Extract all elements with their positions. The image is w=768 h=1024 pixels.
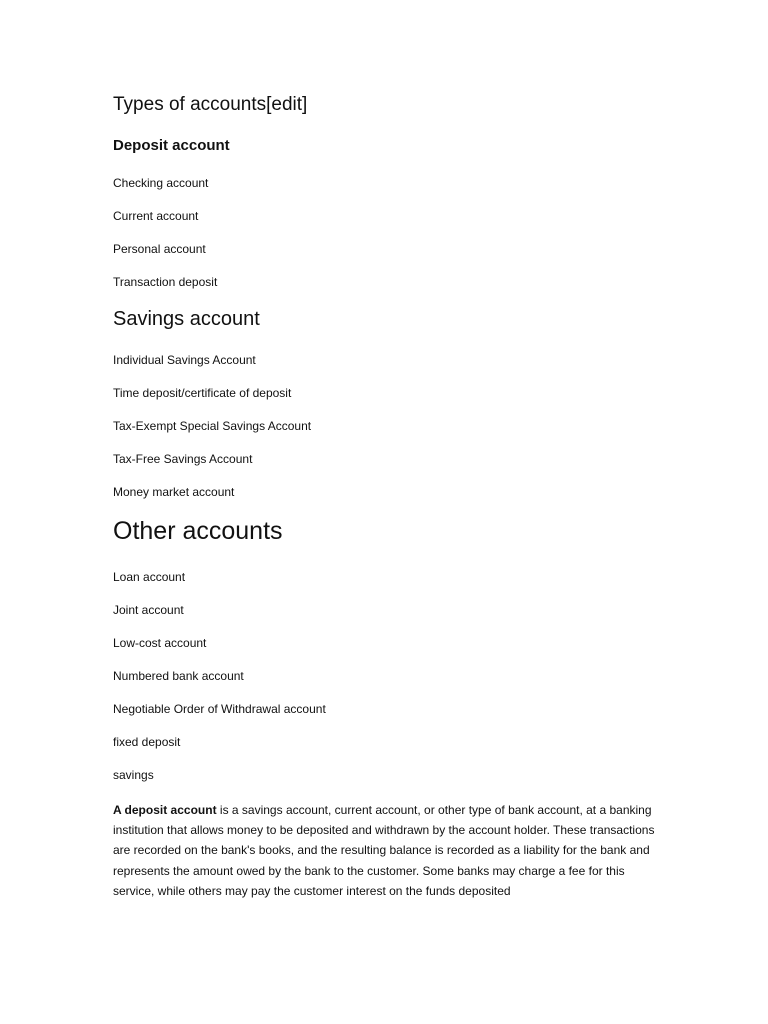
- list-item: savings: [113, 768, 154, 782]
- list-item: Numbered bank account: [113, 669, 244, 683]
- list-item: Joint account: [113, 603, 184, 617]
- list-item: Transaction deposit: [113, 275, 218, 289]
- savings-account-heading: Savings account: [113, 308, 260, 330]
- list-item: Time deposit/certificate of deposit: [113, 386, 292, 400]
- list-item: Personal account: [113, 242, 206, 256]
- list-item: Tax-Free Savings Account: [113, 452, 253, 466]
- list-item: Checking account: [113, 176, 209, 190]
- definition-term: A deposit account: [113, 803, 217, 817]
- deposit-account-definition: [113, 800, 658, 901]
- list-item: Money market account: [113, 485, 235, 499]
- list-item: Individual Savings Account: [113, 353, 256, 367]
- savings-account-list: [113, 353, 311, 518]
- list-item: Low-cost account: [113, 636, 207, 650]
- other-accounts-heading: Other accounts: [113, 517, 283, 545]
- list-item: Negotiable Order of Withdrawal account: [113, 702, 326, 716]
- types-of-accounts-heading: Types of accounts[edit]: [113, 94, 308, 115]
- list-item: Tax-Exempt Special Savings Account: [113, 419, 312, 433]
- list-item: fixed deposit: [113, 735, 181, 749]
- deposit-account-heading: Deposit account: [113, 137, 230, 154]
- definition-text: is a savings account, current account, or other type of bank account, at a banking institution that allows money to be deposited and withdrawn by the account holder. These transactions are recorded on the bank's books, and the resulting balance is recorded as a liability for the bank and represents the amount owed by the bank to the customer. Some banks may charge a fee for this service, while others may pay the customer interest on the funds deposited: [113, 803, 655, 898]
- other-accounts-list: [113, 570, 326, 801]
- list-item: Loan account: [113, 570, 186, 584]
- deposit-account-list: [113, 176, 217, 308]
- list-item: Current account: [113, 209, 199, 223]
